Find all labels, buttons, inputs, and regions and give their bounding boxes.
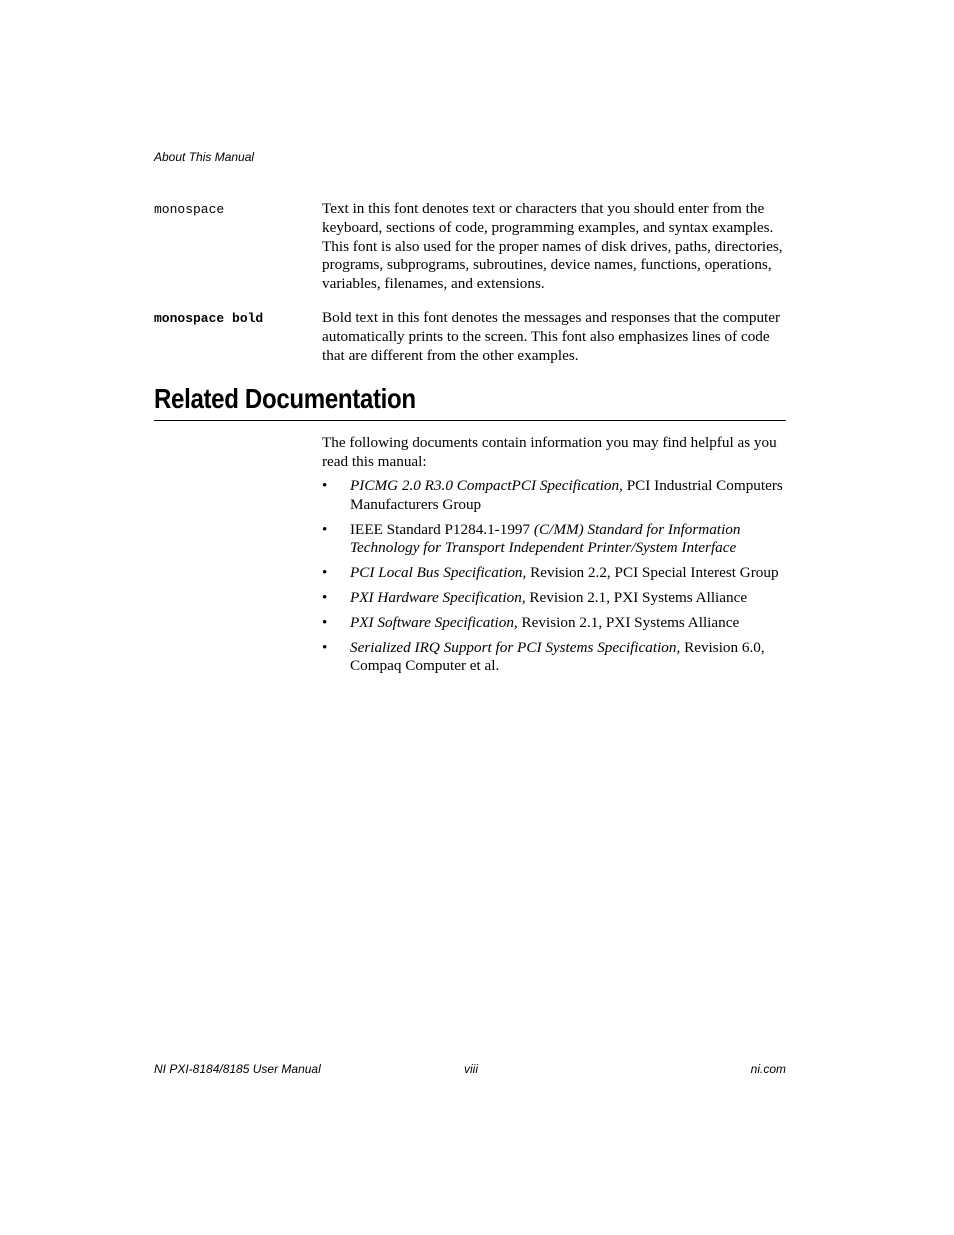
document-title: PICMG 2.0 R3.0 CompactPCI Specification bbox=[350, 477, 620, 494]
convention-description: Text in this font denotes text or characters that you should enter from the keyboard, sections of code, programming examples, and syntax examples. This font is also used for the proper names of disk drives, paths, directories, programs, subprograms, subroutines, device names, functions, operations, variables, filenames, and extensions. bbox=[322, 200, 783, 293]
list-item bbox=[322, 564, 786, 583]
bullet-icon: • bbox=[322, 477, 328, 494]
document-details: , PCI Industrial Computers Manufacturers Group bbox=[350, 477, 783, 513]
footer-manual-title: NI PXI-8184/8185 User Manual bbox=[154, 1062, 321, 1076]
document-title: PXI Software Specification bbox=[350, 613, 514, 631]
document-details: , Revision 2.1, PXI Systems Alliance bbox=[521, 588, 748, 606]
document-title: Serialized IRQ Support for PCI Systems Specification bbox=[350, 638, 677, 656]
section-divider bbox=[154, 420, 786, 421]
convention-term: monospace bbox=[154, 202, 225, 217]
document-title: PCI Local Bus Specification bbox=[350, 564, 523, 582]
bullet-icon: • bbox=[322, 564, 328, 582]
running-head: About This Manual bbox=[154, 150, 255, 164]
bullet-icon: • bbox=[322, 638, 328, 656]
document-details: , Revision 2.1, PXI Systems Alliance bbox=[513, 613, 740, 631]
document-title: (C/MM) Standard for Information Technology for Transport Independent Printer/System Interface bbox=[350, 520, 741, 557]
convention-term: monospace bold bbox=[154, 311, 264, 326]
list-item bbox=[322, 521, 786, 559]
section-heading: Related Documentation bbox=[154, 383, 416, 414]
document-prefix: IEEE Standard P1284.1-1997 bbox=[350, 520, 534, 538]
page-number: viii bbox=[464, 1062, 478, 1076]
bullet-icon: • bbox=[322, 520, 328, 538]
intro-paragraph: The following documents contain information you may find helpful as you read this manual: bbox=[322, 434, 777, 470]
related-documents-list bbox=[322, 477, 786, 682]
bullet-icon: • bbox=[322, 613, 328, 631]
convention-description: Bold text in this font denotes the messages and responses that the computer automatically prints to the screen. This font also emphasizes lines of code that are different from the other examples. bbox=[322, 309, 781, 364]
convention-row-monospace-bold bbox=[154, 309, 786, 367]
list-item bbox=[322, 589, 786, 608]
document-details: , Revision 6.0, Compaq Computer et al. bbox=[350, 638, 765, 675]
convention-row-monospace bbox=[154, 200, 786, 296]
list-item bbox=[322, 639, 786, 677]
document-details: , Revision 2.2, PCI Special Interest Group bbox=[522, 564, 779, 582]
list-item bbox=[322, 477, 786, 515]
document-title: PXI Hardware Specification bbox=[350, 588, 522, 606]
bullet-icon: • bbox=[322, 588, 328, 606]
list-item bbox=[322, 614, 786, 633]
footer-website: ni.com bbox=[750, 1062, 786, 1076]
